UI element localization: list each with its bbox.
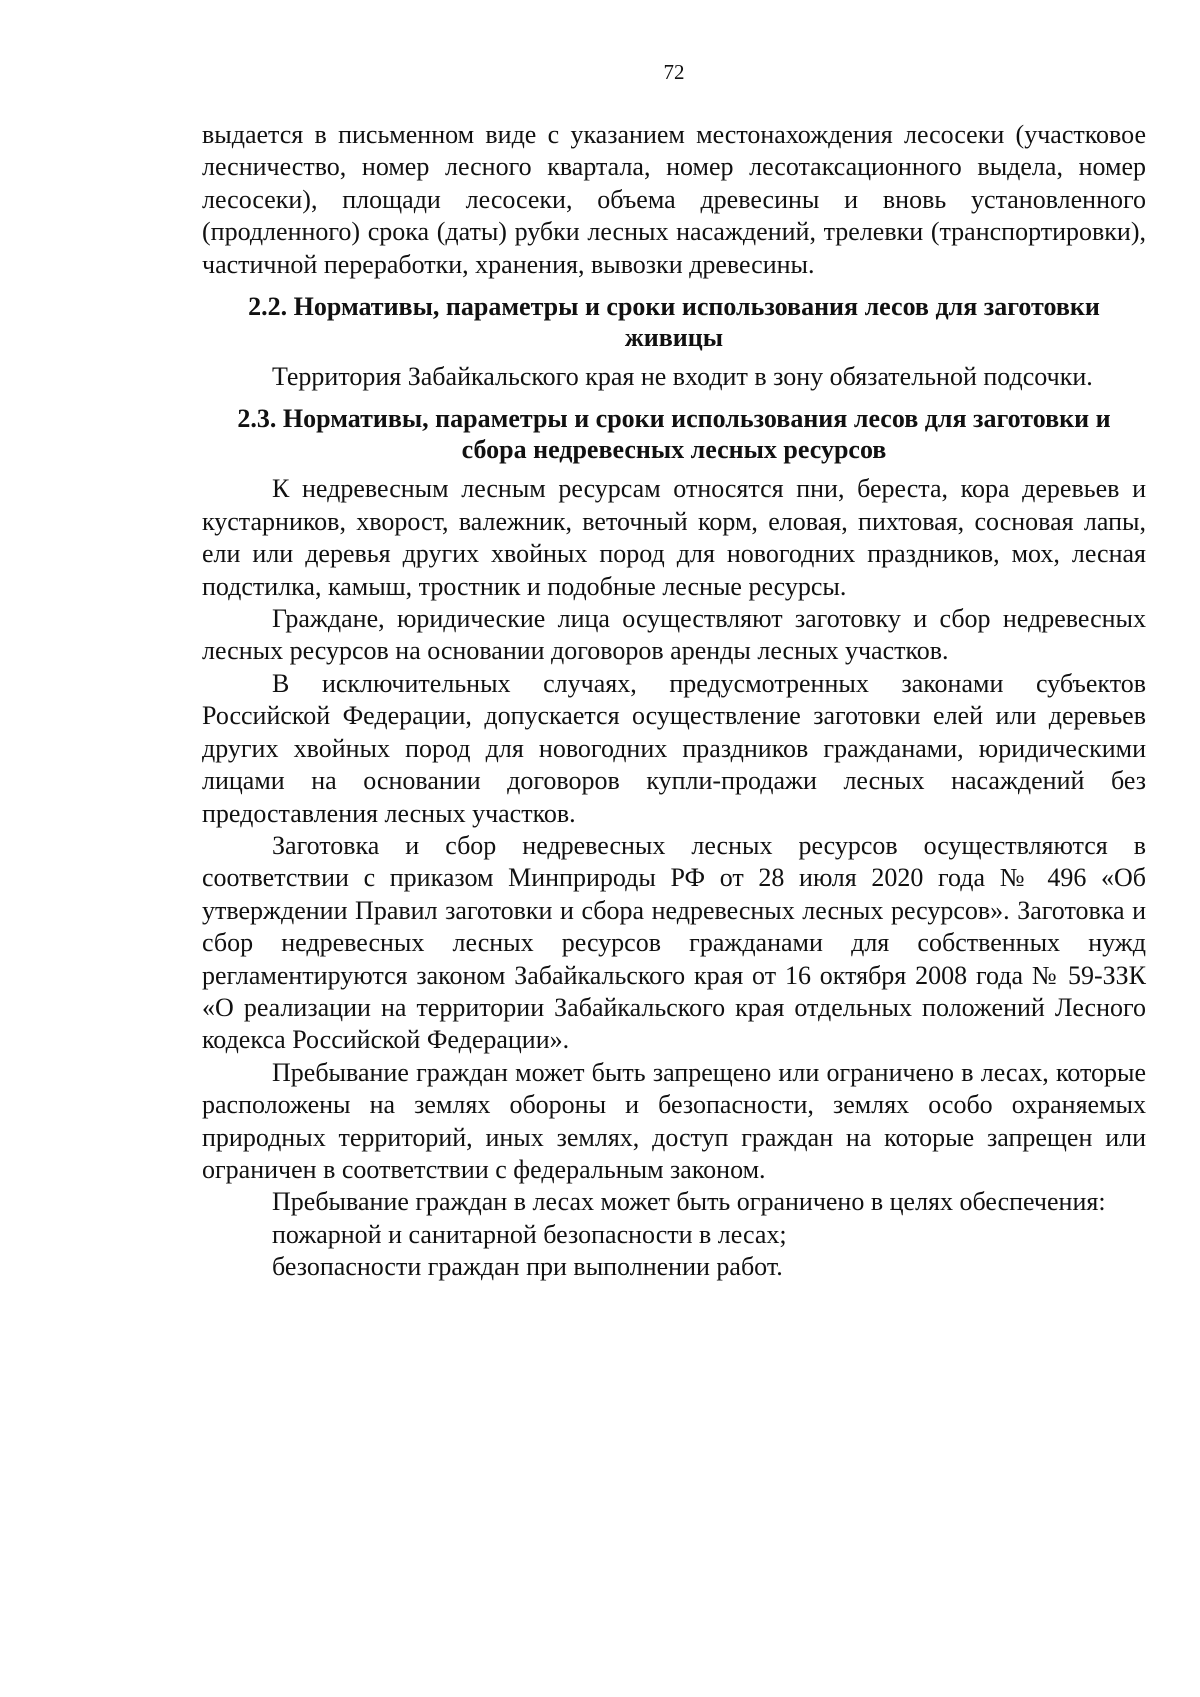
paragraph-restrictions: Пребывание граждан может быть запрещено или ограничено в лесах, которые расположены на землях обороны и безопасности, землях особо охраняемых природных территорий, иных землях, доступ граждан на которые запрещен или ограничен в соответствии с федеральным законом. (202, 1057, 1146, 1184)
section-heading-2-2: 2.2. Нормативы, параметры и сроки использования лесов для заготовки живицы (248, 292, 1100, 353)
list-item-fire-safety: пожарной и санитарной безопасности в лесах; (272, 1219, 787, 1249)
list-item-work-safety: безопасности граждан при выполнении работ. (272, 1252, 783, 1282)
paragraph-resin: Территория Забайкальского края не входит в зону обязательной подсочки. (272, 362, 1093, 392)
paragraph-exceptional-cases: В исключительных случаях, предусмотренных законами субъектов Российской Федерации, допускается осуществление заготовки елей или деревьев других хвойных пород для новогодних праздников гражданами, юридическими лицами на основании договоров купли-продажи лесных насаждений без предоставления лесных участков. (202, 668, 1146, 828)
paragraph-citizens-lease: Граждане, юридические лица осуществляют заготовку и сбор недревесных лесных ресурсов на основании договоров аренды лесных участков. (202, 604, 1146, 666)
section-heading-2-3: 2.3. Нормативы, параметры и сроки использования лесов для заготовки и сбора недревесных лесных ресурсов (237, 404, 1111, 465)
paragraph-nonwood-resources: К недревесным лесным ресурсам относятся пни, береста, кора деревьев и кустарников, хворост, валежник, веточный корм, еловая, пихтовая, сосновая лапы, ели или деревья других хвойных пород для новогодних праздников, мох, лесная подстилка, камыш, тростник и подобные лесные ресурсы. (202, 474, 1146, 601)
page-number: 72 (663, 60, 685, 84)
paragraph-purposes: Пребывание граждан в лесах может быть ограничено в целях обеспечения: (272, 1187, 1106, 1217)
paragraph-continuation: выдается в письменном виде с указанием местонахождения лесосеки (участковое лесничество, номер лесного квартала, номер лесотаксационного выдела, номер лесосеки), площади лесосеки, объема древесины и вновь установленного (продленного) срока (даты) рубки лесных насаждений, трелевки (транспортировки), частичной переработки, хранения, вывозки древесины. (202, 120, 1146, 279)
paragraph-regulations: Заготовка и сбор недревесных лесных ресурсов осуществляются в соответствии с приказом Минприроды РФ от 28 июля 2020 года № 496 «Об утверждении Правил заготовки и сбора недревесных лесных ресурсов». Заготовка и сбор недревесных лесных ресурсов гражданами для собственных нужд регламентируются законом Забайкальского края от 16 октября 2008 года № 59-ЗЗК «О реализации на территории Забайкальского края отдельных положений Лесного кодекса Российской Федерации». (202, 830, 1146, 1055)
document-body (202, 119, 1146, 1284)
